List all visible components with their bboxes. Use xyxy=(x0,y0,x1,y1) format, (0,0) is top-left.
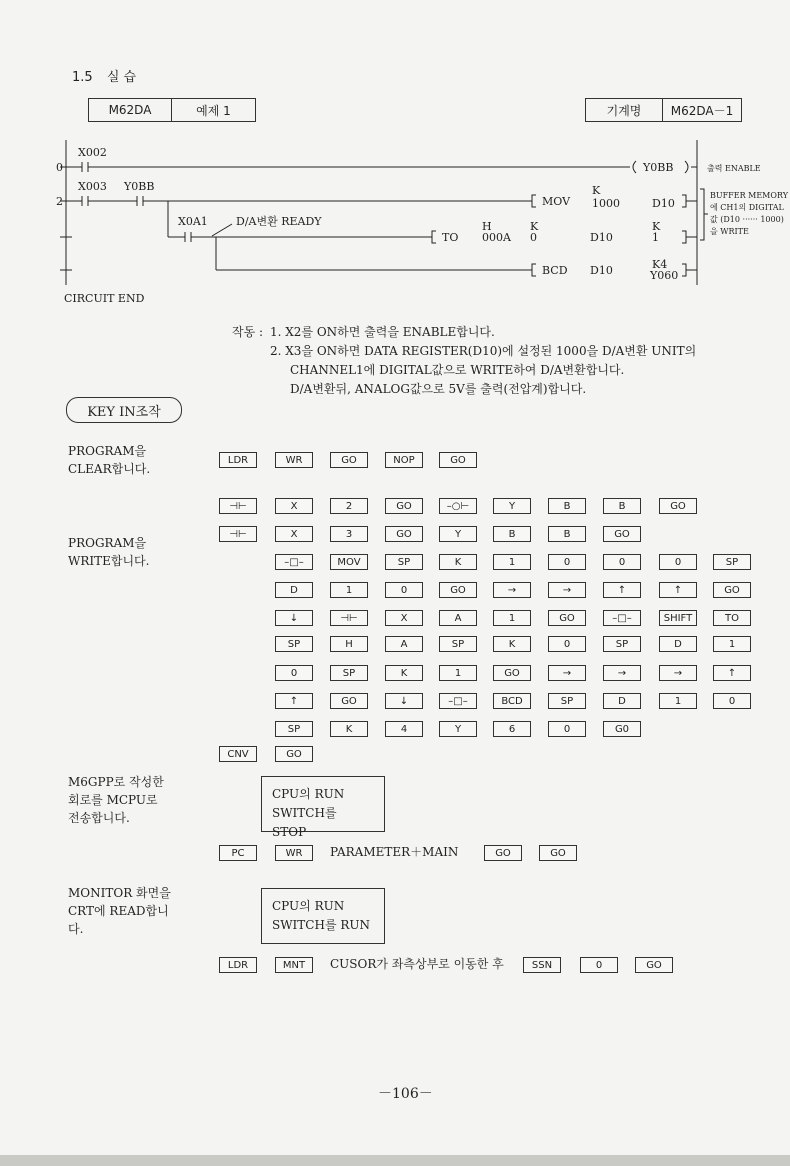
key-write3-3: K xyxy=(439,554,477,570)
key-write5-7: SHIFT xyxy=(659,610,697,626)
key-write2-2: 3 xyxy=(330,526,368,542)
mov-value: 1000 xyxy=(592,197,620,210)
key-write7-4: GO xyxy=(493,665,531,681)
key-write9-1: K xyxy=(330,721,368,737)
key-write7-2: K xyxy=(385,665,423,681)
model-cell: M62DA xyxy=(89,99,172,121)
operation-line-3: CHANNEL1에 DIGITAL값으로 WRITE하여 D/A변환합니다. xyxy=(290,363,625,377)
key-write9-6: G0 xyxy=(603,721,641,737)
bcd-k: K4 xyxy=(652,258,668,271)
clear-label-line-2: CLEAR합니다. xyxy=(68,462,151,476)
operation-prefix: 작동 : xyxy=(232,325,264,339)
machine-label-cell: 기계명 xyxy=(586,99,663,121)
clear-label-line-1: PROGRAM을 xyxy=(68,444,147,458)
cpu-stop-line-2: SWITCH를 STOP xyxy=(272,806,337,839)
key-write2-0: ⊣⊢ xyxy=(219,526,257,542)
key-write3-1: MOV xyxy=(330,554,368,570)
contact-x0a1: X0A1 xyxy=(178,215,208,228)
operation-line-2: 2. X3을 ON하면 DATA REGISTER(D10)에 설정된 1000을 D/A변환 UNIT의 xyxy=(270,344,697,358)
key-write5-8: TO xyxy=(713,610,751,626)
contact-x003: X003 xyxy=(78,180,107,193)
key-monitor-3: 0 xyxy=(580,957,618,973)
key-transfer-2: GO xyxy=(484,845,522,861)
key-write2-1: X xyxy=(275,526,313,542)
key-write1-4: –○⊢ xyxy=(439,498,477,514)
write-label-line-2: WRITE합니다. xyxy=(68,554,150,568)
cpu-run-line-2: SWITCH를 RUN xyxy=(272,918,371,932)
key-write7-6: → xyxy=(603,665,641,681)
bcd-instruction: BCD xyxy=(542,264,568,277)
key-monitor-4: GO xyxy=(635,957,673,973)
example-cell: 예제 1 xyxy=(196,103,231,118)
coil-y0bb: Y0BB xyxy=(643,161,674,174)
key-write5-3: A xyxy=(439,610,477,626)
cpu-run-box xyxy=(261,888,385,944)
cpu-stop-box xyxy=(261,776,385,839)
key-write2-7: GO xyxy=(603,526,641,542)
key-write9-3: Y xyxy=(439,721,477,737)
key-write8-3: –□– xyxy=(439,693,477,709)
key-write4-8: GO xyxy=(713,582,751,598)
key-write7-7: → xyxy=(659,665,697,681)
key-write7-3: 1 xyxy=(439,665,477,681)
key-write1-1: X xyxy=(275,498,313,514)
transfer-label-line-3: 전송합니다. xyxy=(68,811,130,825)
to-n: 1 xyxy=(652,231,659,244)
transfer-text: PARAMETER＋MAIN xyxy=(330,845,459,859)
key-write7-1: SP xyxy=(330,665,368,681)
mov-k: K xyxy=(592,184,601,197)
key-write3-4: 1 xyxy=(493,554,531,570)
key-clear-0: LDR xyxy=(219,452,257,468)
key-write3-2: SP xyxy=(385,554,423,570)
key-write9-0: SP xyxy=(275,721,313,737)
key-write1-2: 2 xyxy=(330,498,368,514)
transfer-label-line-2: 회로를 MCPU로 xyxy=(68,793,158,807)
ladder-diagram xyxy=(0,0,790,320)
circuit-end: CIRCUIT END xyxy=(64,292,145,305)
key-write1-6: B xyxy=(548,498,586,514)
key-write6-0: SP xyxy=(275,636,313,652)
key-write4-4: → xyxy=(493,582,531,598)
cpu-run-line-1: CPU의 RUN xyxy=(272,899,345,913)
contact-y0bb: Y0BB xyxy=(124,180,155,193)
key-write8-4: BCD xyxy=(493,693,531,709)
section-number: 1.5 xyxy=(72,70,93,85)
key-write6-7: D xyxy=(659,636,697,652)
key-write3-6: 0 xyxy=(603,554,641,570)
key-transfer-1: WR xyxy=(275,845,313,861)
key-write6-4: K xyxy=(493,636,531,652)
key-clear-1: WR xyxy=(275,452,313,468)
key-write5-6: –□– xyxy=(603,610,641,626)
monitor-label xyxy=(68,884,171,938)
operation-line-4: D/A변환뒤, ANALOG값으로 5V를 출력(전압계)합니다. xyxy=(290,382,587,396)
key-write7-8: ↑ xyxy=(713,665,751,681)
key-write6-8: 1 xyxy=(713,636,751,652)
monitor-label-line-3: 다. xyxy=(68,922,84,936)
key-write5-1: ⊣⊢ xyxy=(330,610,368,626)
section-title: 실 습 xyxy=(106,70,137,85)
comment-line-3: 값 (D10 ······ 1000) xyxy=(710,215,784,224)
key-write4-0: D xyxy=(275,582,313,598)
key-write4-5: → xyxy=(548,582,586,598)
to-source: D10 xyxy=(590,231,613,244)
to-instruction: TO xyxy=(442,231,459,244)
key-write1-5: Y xyxy=(493,498,531,514)
scan-edge xyxy=(0,1155,790,1166)
to-nk: K xyxy=(652,220,661,233)
key-write7-5: → xyxy=(548,665,586,681)
key-monitor-1: MNT xyxy=(275,957,313,973)
bcd-source: D10 xyxy=(590,264,613,277)
step-2: 2 xyxy=(56,195,63,208)
key-write8-6: D xyxy=(603,693,641,709)
key-write4-1: 1 xyxy=(330,582,368,598)
monitor-label-line-2: CRT에 READ합니 xyxy=(68,904,169,918)
key-write3-7: 0 xyxy=(659,554,697,570)
mov-destination: D10 xyxy=(652,197,675,210)
key-write6-6: SP xyxy=(603,636,641,652)
cpu-stop-line-1: CPU의 RUN xyxy=(272,787,345,801)
to-unit: 000A xyxy=(482,231,511,244)
key-write4-7: ↑ xyxy=(659,582,697,598)
bcd-destination: Y060 xyxy=(650,269,679,282)
page-number: －106－ xyxy=(378,1086,433,1102)
to-k: K xyxy=(530,220,539,233)
key-convert-0: CNV xyxy=(219,746,257,762)
key-write2-6: B xyxy=(548,526,586,542)
key-write6-2: A xyxy=(385,636,423,652)
key-write6-5: 0 xyxy=(548,636,586,652)
key-write6-1: H xyxy=(330,636,368,652)
key-write4-6: ↑ xyxy=(603,582,641,598)
monitor-label-line-1: MONITOR 화면을 xyxy=(68,886,171,900)
comment-line-2: 에 CH1의 DIGITAL xyxy=(710,203,784,212)
key-transfer-0: PC xyxy=(219,845,257,861)
key-monitor-0: LDR xyxy=(219,957,257,973)
comment-enable: 출력 ENABLE xyxy=(707,164,761,173)
key-monitor-2: SSN xyxy=(523,957,561,973)
key-write4-2: 0 xyxy=(385,582,423,598)
comment-line-1: BUFFER MEMORY xyxy=(710,191,788,200)
key-write9-5: 0 xyxy=(548,721,586,737)
key-write8-7: 1 xyxy=(659,693,697,709)
machine-value-cell: M62DA－1 xyxy=(670,103,734,118)
write-label-line-1: PROGRAM을 xyxy=(68,536,147,550)
key-write1-7: B xyxy=(603,498,641,514)
key-write8-5: SP xyxy=(548,693,586,709)
key-write1-0: ⊣⊢ xyxy=(219,498,257,514)
key-clear-4: GO xyxy=(439,452,477,468)
key-convert-1: GO xyxy=(275,746,313,762)
key-write4-3: GO xyxy=(439,582,477,598)
contact-x002: X002 xyxy=(78,146,107,159)
key-write3-5: 0 xyxy=(548,554,586,570)
key-write3-0: –□– xyxy=(275,554,313,570)
key-write5-5: GO xyxy=(548,610,586,626)
key-write5-2: X xyxy=(385,610,423,626)
key-write8-1: GO xyxy=(330,693,368,709)
key-write8-0: ↑ xyxy=(275,693,313,709)
key-write8-2: ↓ xyxy=(385,693,423,709)
key-in-badge: KEY IN조작 xyxy=(66,397,182,423)
ready-note: D/A변환 READY xyxy=(236,215,322,228)
key-write5-4: 1 xyxy=(493,610,531,626)
key-write9-2: 4 xyxy=(385,721,423,737)
key-write9-4: 6 xyxy=(493,721,531,737)
comment-line-4: 을 WRITE xyxy=(710,227,749,236)
key-write2-5: B xyxy=(493,526,531,542)
write-label xyxy=(68,534,149,570)
monitor-text: CUSOR가 좌측상부로 이동한 후 xyxy=(330,957,504,971)
mov-instruction: MOV xyxy=(542,195,571,208)
to-h: H xyxy=(482,220,492,233)
operation-line-1: 1. X2를 ON하면 출력을 ENABLE합니다. xyxy=(270,325,495,339)
key-write8-8: 0 xyxy=(713,693,751,709)
key-transfer-3: GO xyxy=(539,845,577,861)
transfer-label-line-1: M6GPP로 작성한 xyxy=(68,775,164,789)
step-0: 0 xyxy=(56,161,63,174)
key-write5-0: ↓ xyxy=(275,610,313,626)
transfer-label xyxy=(68,773,164,827)
key-write2-3: GO xyxy=(385,526,423,542)
clear-label xyxy=(68,442,150,478)
key-write1-3: GO xyxy=(385,498,423,514)
to-channel: 0 xyxy=(530,231,537,244)
key-clear-2: GO xyxy=(330,452,368,468)
key-write7-0: 0 xyxy=(275,665,313,681)
key-write2-4: Y xyxy=(439,526,477,542)
key-clear-3: NOP xyxy=(385,452,423,468)
key-write6-3: SP xyxy=(439,636,477,652)
key-write3-8: SP xyxy=(713,554,751,570)
key-write1-8: GO xyxy=(659,498,697,514)
